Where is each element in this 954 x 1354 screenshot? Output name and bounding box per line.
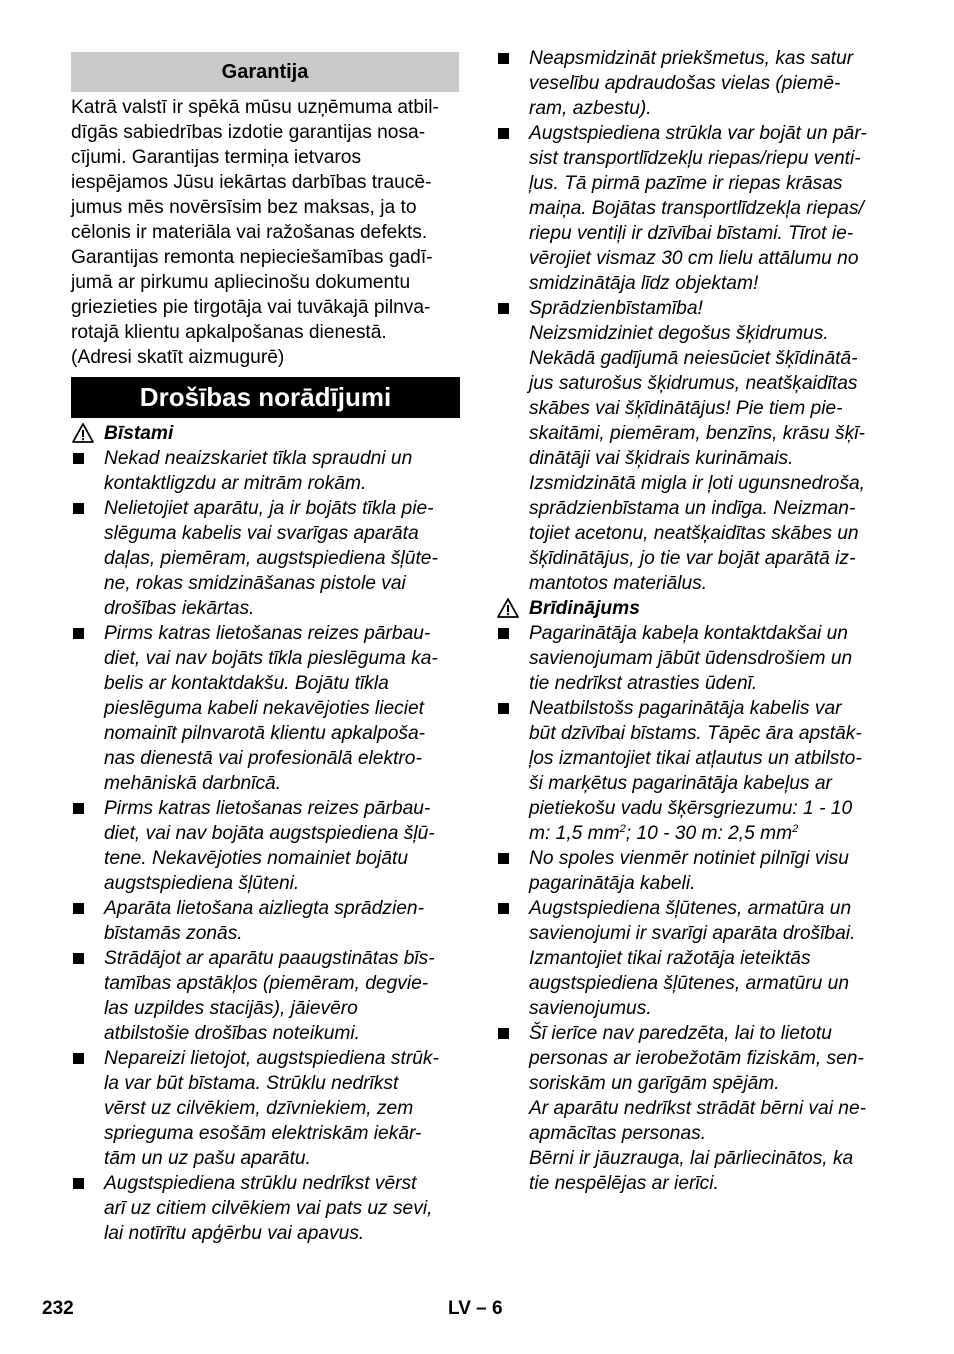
list-item-text: kontaktligzdu ar mitrām rokām. xyxy=(104,473,367,494)
list-item-line xyxy=(71,1071,460,1096)
list-item-text: Sprādzienbīstamība! xyxy=(529,298,703,319)
list-item-line xyxy=(71,1046,460,1071)
list-item-text: Izsmidzinātā migla ir ļoti ugunsnedroša, xyxy=(529,473,865,494)
list-item-text: apmācītas personas. xyxy=(529,1123,707,1144)
cross-section-sup1: 2 xyxy=(619,823,626,835)
list-item-line xyxy=(71,1196,460,1221)
cross-section-sup2: 2 xyxy=(792,823,799,835)
list-item-text: No spoles vienmēr notiniet pilnīgi visu xyxy=(529,848,849,869)
list-item-text: augstspiediena šļūtenes, armatūru un xyxy=(529,973,849,994)
list-item-text: Bērni ir jāuzrauga, lai pārliecinātos, ka xyxy=(529,1148,854,1169)
list-item-line xyxy=(496,346,896,371)
list-item-line xyxy=(496,296,896,321)
list-item-line xyxy=(496,246,896,271)
list-item-text: ne, rokas smidzināšanas pistole vai xyxy=(104,573,406,594)
list-item-line xyxy=(496,896,896,921)
list-item-text: vērojiet vismaz 30 cm lielu attālumu no xyxy=(529,248,859,269)
warranty-line: griezieties pie tirgotāja vai tuvākajā pilnva- xyxy=(71,297,431,318)
list-item-line xyxy=(496,271,896,296)
list-item-text: daļas, piemēram, augstspiediena šļūte- xyxy=(104,548,438,569)
list-item xyxy=(496,1021,896,1196)
list-item-line xyxy=(496,471,896,496)
list-item-line xyxy=(496,696,896,721)
list-item-line xyxy=(496,771,896,796)
list-item-text: pieslēguma kabeli nekavējoties lieciet xyxy=(104,698,424,719)
list-item-text: ram, azbestu). xyxy=(529,98,652,119)
list-item-line xyxy=(496,1096,896,1121)
list-item-text: slēguma kabelis vai svarīgas aparāta xyxy=(104,523,419,544)
bullet-icon xyxy=(498,128,509,139)
list-item-text: diet, vai nav bojāts tīkla pieslēguma ka- xyxy=(104,648,438,669)
warranty-line: Garantijas remonta nepieciešamības gadī- xyxy=(71,247,433,268)
list-item-text: Izmantojiet tikai ražotāja ieteiktās xyxy=(529,948,811,969)
list-item-text: diet, vai nav bojāta augstspiediena šļū- xyxy=(104,823,435,844)
list-item-text: Pirms katras lietošanas reizes pārbau- xyxy=(104,623,431,644)
bullet-icon xyxy=(498,1028,509,1039)
list-item-text: drošības iekārtas. xyxy=(104,598,255,619)
list-item-line xyxy=(496,121,896,146)
list-item-line xyxy=(71,546,460,571)
warranty-line: jumus mēs novērsīsim bez maksas, ja to xyxy=(71,197,417,218)
list-item-line xyxy=(71,1171,460,1196)
list-item xyxy=(71,621,460,796)
list-item-text: las uzpildes stacijās), jāievēro xyxy=(104,998,358,1019)
list-item xyxy=(71,1046,460,1171)
list-item-line xyxy=(496,1171,896,1196)
list-item xyxy=(496,121,896,296)
list-item-text: ļus. Tā pirmā pazīme ir riepas krāsas xyxy=(529,173,843,194)
bullet-icon xyxy=(498,903,509,914)
warning-heading xyxy=(496,596,896,621)
list-item-line xyxy=(71,746,460,771)
right-flow xyxy=(496,46,896,1196)
list-item-text: savienojumam jābūt ūdensdrošiem un xyxy=(529,648,853,669)
list-item-line xyxy=(496,621,896,646)
list-item-line xyxy=(71,1021,460,1046)
list-item-line xyxy=(71,671,460,696)
list-item-line xyxy=(71,996,460,1021)
list-item-text: tie nespēlējas ar ierīci. xyxy=(529,1173,719,1194)
list-item-text: mantotos materiālus. xyxy=(529,573,708,594)
list-item-line xyxy=(496,71,896,96)
list-item-text: Neapsmidzināt priekšmetus, kas satur xyxy=(529,48,854,69)
warning-label: Brīdinājums xyxy=(529,598,640,619)
list-item-line xyxy=(71,471,460,496)
list-item xyxy=(496,296,896,596)
list-item-text: mehāniskā darbnīcā. xyxy=(104,773,282,794)
bullet-icon xyxy=(498,303,509,314)
list-item-line xyxy=(496,571,896,596)
list-item-line xyxy=(496,446,896,471)
list-item-line xyxy=(71,571,460,596)
list-item-line xyxy=(71,896,460,921)
list-item-text: savienojumus. xyxy=(529,998,652,1019)
list-item-line xyxy=(71,696,460,721)
bullet-icon xyxy=(498,53,509,64)
list-item-line xyxy=(71,646,460,671)
list-item xyxy=(71,446,460,496)
warranty-line: dīgās sabiedrības izdotie garantijas nosa- xyxy=(71,122,426,143)
warranty-line: iespējamos Jūsu iekārtas darbības traucē- xyxy=(71,172,432,193)
list-item-text: lai notīrītu apģērbu vai apavus. xyxy=(104,1223,365,1244)
bullet-icon xyxy=(73,1053,84,1064)
list-item-text: belis ar kontaktdakšu. Bojātu tīkla xyxy=(104,673,389,694)
list-item-text: augstspiediena šļūteni. xyxy=(104,873,300,894)
list-item-text: bīstamās zonās. xyxy=(104,923,243,944)
list-item xyxy=(496,46,896,121)
list-item-line xyxy=(496,796,896,821)
list-item-line xyxy=(496,496,896,521)
list-item-text: smidzinātāja līdz objektam! xyxy=(529,273,759,294)
list-item-text: sist transportlīdzekļu riepas/riepu venti- xyxy=(529,148,861,169)
warranty-line: Katrā valstī ir spēkā mūsu uzņēmuma atbil- xyxy=(71,97,439,118)
warning-triangle-icon xyxy=(497,597,519,619)
list-item-line xyxy=(496,1046,896,1071)
list-item-line xyxy=(496,146,896,171)
list-item-line xyxy=(496,321,896,346)
list-item-text: maiņa. Bojātas transportlīdzekļa riepas/ xyxy=(529,198,864,219)
list-item-line xyxy=(496,546,896,571)
danger-list-continued xyxy=(496,46,896,596)
list-item-line xyxy=(71,771,460,796)
list-item-text: tamības apstākļos (piemēram, degvie- xyxy=(104,973,429,994)
page-section: LV – 6 xyxy=(448,1298,503,1319)
list-item-text: pietiekošu vadu šķērsgriezumu: 1 - 10 xyxy=(529,798,853,819)
list-item-line xyxy=(496,371,896,396)
list-item-text: nomainīt pilnvarotā klientu apkalpoša- xyxy=(104,723,426,744)
list-item-line xyxy=(71,596,460,621)
bullet-icon xyxy=(73,953,84,964)
list-item-line xyxy=(496,721,896,746)
list-item-text: Pagarinātāja kabeļa kontaktdakšai un xyxy=(529,623,848,644)
list-item-text: tojiet acetonu, neatšķaidītas skābes un xyxy=(529,523,859,544)
list-item-line xyxy=(71,971,460,996)
list-item-line xyxy=(496,196,896,221)
list-item-text: jus saturošus šķidrumus, neatšķaidītas xyxy=(529,373,858,394)
bullet-icon xyxy=(73,628,84,639)
list-item-text: būt dzīvībai bīstams. Tāpēc āra apstāk- xyxy=(529,723,862,744)
list-item-line xyxy=(71,521,460,546)
list-item-text: pagarinātāja kabeli. xyxy=(529,873,696,894)
list-item-text: Nelietojiet aparātu, ja ir bojāts tīkla pie- xyxy=(104,498,434,519)
list-item-line xyxy=(496,1146,896,1171)
list-item-line xyxy=(71,846,460,871)
list-item-text: Pirms katras lietošanas reizes pārbau- xyxy=(104,798,431,819)
warning-list xyxy=(496,621,896,1196)
list-item-text: riepu ventiļi ir dzīvībai bīstami. Tīrot ie- xyxy=(529,223,854,244)
warranty-line: jumā ar pirkumu apliecinošu dokumentu xyxy=(71,272,411,293)
list-item-text: Neatbilstošs pagarinātāja kabelis var xyxy=(529,698,842,719)
list-item-line xyxy=(496,671,896,696)
list-item-text: tene. Nekavējoties nomainiet bojātu xyxy=(104,848,408,869)
list-item-text: savienojumi ir svarīgi aparāta drošībai. xyxy=(529,923,856,944)
list-item-line xyxy=(496,846,896,871)
list-item-line xyxy=(496,1071,896,1096)
list-item xyxy=(71,946,460,1046)
list-item-line xyxy=(496,996,896,1021)
list-item-text: vērst uz cilvēkiem, dzīvniekiem, zem xyxy=(104,1098,414,1119)
list-item-line xyxy=(496,646,896,671)
list-item xyxy=(496,896,896,1021)
list-item-line xyxy=(496,221,896,246)
warranty-line: (Adresi skatīt aizmugurē) xyxy=(71,347,285,368)
list-item-text: nas dienestā vai profesionālā elektro- xyxy=(104,748,422,769)
list-item-text: Nekad neaizskariet tīkla spraudni un xyxy=(104,448,413,469)
list-item xyxy=(496,846,896,896)
danger-block xyxy=(71,421,460,1246)
bullet-icon xyxy=(498,628,509,639)
list-item-line xyxy=(496,946,896,971)
list-item-line xyxy=(71,721,460,746)
list-item-line xyxy=(71,946,460,971)
list-item-line xyxy=(496,396,896,421)
list-item-text: Augstspiediena šļūtenes, armatūra un xyxy=(529,898,852,919)
list-item-text: la var būt bīstama. Strūklu nedrīkst xyxy=(104,1073,399,1094)
bullet-icon xyxy=(73,503,84,514)
list-item-text: Augstspiediena strūkla var bojāt un pār- xyxy=(529,123,867,144)
list-item-line xyxy=(71,921,460,946)
list-item-text: Nepareizi lietojot, augstspiediena strūk- xyxy=(104,1048,439,1069)
list-item xyxy=(71,496,460,621)
list-item-line xyxy=(71,621,460,646)
list-item-text: Augstspiediena strūklu nedrīkst vērst xyxy=(104,1173,417,1194)
danger-label: Bīstami xyxy=(104,423,174,444)
danger-heading xyxy=(71,421,460,446)
list-item-text: Neizsmidziniet degošus šķidrumus. xyxy=(529,323,829,344)
list-item-line xyxy=(496,521,896,546)
list-item-line xyxy=(496,1121,896,1146)
list-item-line xyxy=(71,821,460,846)
warranty-heading: Garantija xyxy=(71,52,459,92)
list-item-line xyxy=(496,746,896,771)
list-item-text: dinātāji vai šķidrais kurināmais. xyxy=(529,448,794,469)
bullet-icon xyxy=(73,1178,84,1189)
list-item-line xyxy=(71,446,460,471)
danger-list xyxy=(71,446,460,1246)
bullet-icon xyxy=(73,453,84,464)
list-item-line xyxy=(496,46,896,71)
list-item-line xyxy=(71,1096,460,1121)
bullet-icon xyxy=(498,853,509,864)
list-item-text: veselību apdraudošas vielas (piemē- xyxy=(529,73,841,94)
list-item-line xyxy=(71,1146,460,1171)
warranty-line: cījumi. Garantijas termiņa ietvaros xyxy=(71,147,362,168)
list-item-text: personas ar ierobežotām fiziskām, sen- xyxy=(529,1048,864,1069)
list-item-text: ši marķētus pagarinātāja kabeļus ar xyxy=(529,773,832,794)
list-item-line xyxy=(71,871,460,896)
list-item-line xyxy=(71,796,460,821)
bullet-icon xyxy=(73,903,84,914)
list-item-line xyxy=(71,496,460,521)
list-item-line xyxy=(496,1021,896,1046)
list-item-line xyxy=(496,971,896,996)
list-item xyxy=(71,1171,460,1246)
list-item-line xyxy=(71,1121,460,1146)
list-item xyxy=(71,796,460,896)
list-item-text: Aparāta lietošana aizliegta sprādzien- xyxy=(104,898,424,919)
list-item-line xyxy=(496,821,896,846)
list-item xyxy=(496,621,896,696)
list-item-text: ļos izmantojiet tikai atļautus un atbilsto- xyxy=(529,748,862,769)
list-item xyxy=(496,696,896,846)
warranty-text xyxy=(71,95,439,370)
bullet-icon xyxy=(73,803,84,814)
list-item-text: skaitāmi, piemēram, benzīns, krāsu šķī- xyxy=(529,423,865,444)
list-item-text: Ar aparātu nedrīkst strādāt bērni vai ne- xyxy=(529,1098,867,1119)
list-item-text: šķīdinātājus, jo tie var bojāt aparātā iz- xyxy=(529,548,856,569)
warranty-line: rotajā klientu apkalpošanas dienestā. xyxy=(71,322,387,343)
list-item-line xyxy=(496,871,896,896)
list-item-text: soriskām un garīgām spējām. xyxy=(529,1073,780,1094)
list-item-text: tām un uz pašu aparātu. xyxy=(104,1148,311,1169)
list-item-text: Šī ierīce nav paredzēta, lai to lietotu xyxy=(529,1023,832,1044)
safety-heading: Drošības norādījumi xyxy=(71,377,460,418)
list-item-line xyxy=(496,921,896,946)
cross-section-part2: ; 10 - 30 m: 2,5 mm xyxy=(625,823,793,844)
list-item-text: atbilstošie drošības noteikumi. xyxy=(104,1023,360,1044)
list-item-text: Nekādā gadījumā neiesūciet šķīdinātā- xyxy=(529,348,858,369)
list-item xyxy=(71,896,460,946)
list-item-line xyxy=(496,96,896,121)
page-number: 232 xyxy=(42,1298,74,1319)
list-item-text: tie nedrīkst atrasties ūdenī. xyxy=(529,673,758,694)
list-item-line xyxy=(71,1221,460,1246)
list-item-text: sprieguma esošām elektriskām iekār- xyxy=(104,1123,422,1144)
list-item-text: Strādājot ar aparātu paaugstinātas bīs- xyxy=(104,948,435,969)
warranty-line: cēlonis ir materiāla vai ražošanas defekts. xyxy=(71,222,428,243)
list-item-line xyxy=(496,421,896,446)
bullet-icon xyxy=(498,703,509,714)
cross-section-part1: m: 1,5 mm xyxy=(529,823,620,844)
list-item-line xyxy=(496,171,896,196)
list-item-text: sprādzienbīstama un indīga. Neizman- xyxy=(529,498,856,519)
list-item-text: skābes vai šķīdinātājus! Pie tiem pie- xyxy=(529,398,843,419)
list-item-text: arī uz citiem cilvēkiem vai pats uz sevi, xyxy=(104,1198,433,1219)
warning-triangle-icon xyxy=(72,422,94,444)
